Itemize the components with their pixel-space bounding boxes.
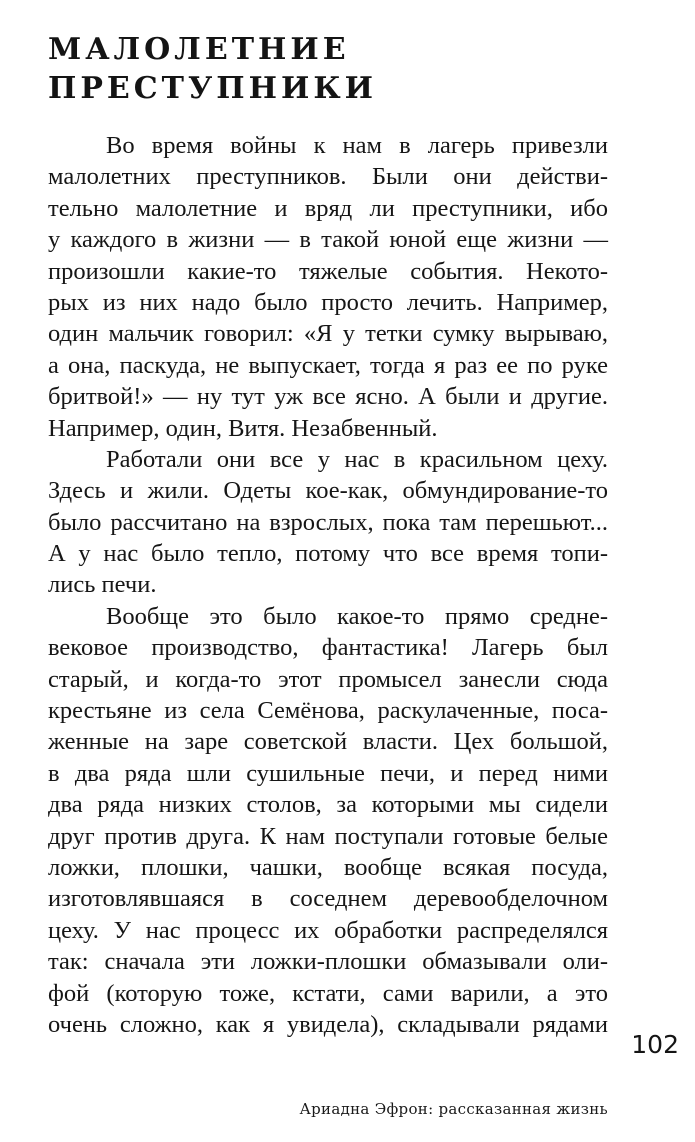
- text-line: Здесь и жили. Одеты кое-как, обмундирование-то: [48, 477, 608, 505]
- page-number: 102: [631, 1030, 679, 1059]
- text-line: фой (которую тоже, кстати, сами варили, а это: [48, 979, 608, 1007]
- text-line: очень сложно, как я увидела), складывали рядами: [48, 1010, 608, 1038]
- text-line: у каждого в жизни — в такой юной еще жизни —: [48, 226, 608, 254]
- text-line: женные на заре советской власти. Цех большой,: [48, 728, 608, 756]
- text-line: Например, один, Витя. Незабвенный.: [48, 414, 438, 442]
- chapter-title-line-1: МАЛОЛЕТНИЕ: [48, 32, 350, 67]
- text-line: было рассчитано на взрослых, пока там перешьют...: [48, 508, 608, 536]
- text-line: Работали они все у нас в красильном цеху.: [106, 445, 608, 473]
- chapter-title: [48, 30, 377, 108]
- text-line: ложки, плошки, чашки, вообще всякая посуда,: [48, 853, 608, 881]
- text-line: друг против друга. К нам поступали готовые белые: [48, 822, 608, 850]
- text-line: а она, паскуда, не выпускает, тогда я раз ее по руке: [48, 351, 608, 379]
- chapter-title-line-2: ПРЕСТУПНИКИ: [48, 71, 377, 106]
- text-line: вековое производство, фантастика! Лагерь был: [48, 634, 608, 662]
- text-line: малолетних преступников. Были они действи-: [48, 163, 608, 191]
- body-text: [48, 130, 608, 1040]
- text-line: произошли какие-то тяжелые события. Некото-: [48, 257, 608, 285]
- text-line: старый, и когда-то этот промысел занесли сюда: [48, 665, 608, 693]
- text-line: тельно малолетние и вряд ли преступники, ибо: [48, 194, 608, 222]
- text-line: один мальчик говорил: «Я у тетки сумку вырываю,: [48, 320, 608, 348]
- text-line: так: сначала эти ложки-плошки обмазывали оли-: [48, 948, 608, 976]
- text-line: в два ряда шли сушильные печи, и перед ними: [48, 759, 608, 787]
- running-footer: Ариадна Эфрон: рассказанная жизнь: [299, 1100, 608, 1118]
- text-line: А у нас было тепло, потому что все время топи-: [48, 540, 608, 568]
- text-line: Во время войны к нам в лагерь привезли: [106, 132, 608, 159]
- text-line: Вообще это было какое-то прямо средне-: [106, 602, 608, 630]
- text-line: цеху. У нас процесс их обработки распределялся: [48, 916, 608, 944]
- text-line: бритвой!» — ну тут уж все ясно. А были и другие.: [48, 383, 608, 411]
- text-line: изготовлявшаяся в соседнем деревообделочном: [48, 885, 608, 913]
- text-line: рых из них надо было просто лечить. Например,: [48, 288, 608, 316]
- text-line: два ряда низких столов, за которыми мы сидели: [48, 791, 608, 819]
- text-line: крестьяне из села Семёнова, раскулаченные, поса-: [48, 697, 608, 725]
- text-line: лись печи.: [48, 571, 157, 599]
